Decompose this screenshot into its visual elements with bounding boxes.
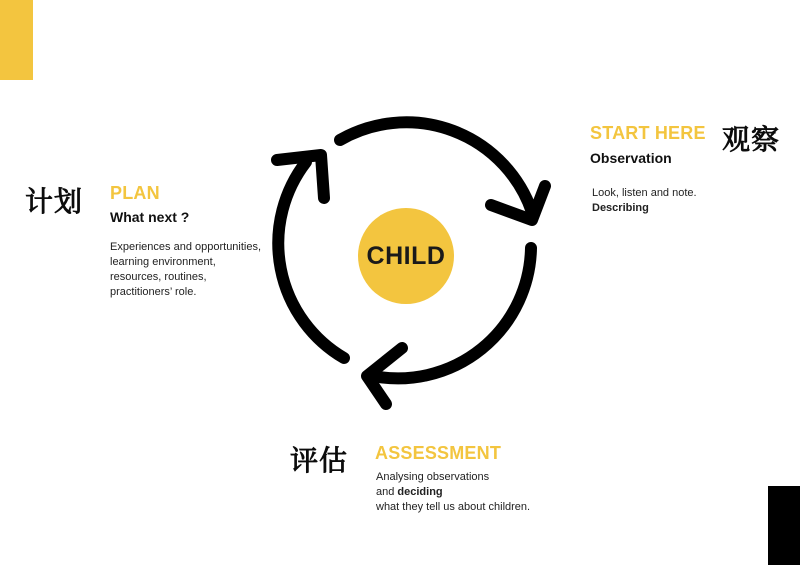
assessment-chinese-label: 评估 [290, 444, 349, 477]
cycle-arrow-left-icon [277, 155, 344, 358]
assessment-line-2-prefix: and [376, 486, 398, 498]
child-label: CHILD [366, 241, 446, 270]
plan-chinese-label: 计划 [25, 185, 84, 218]
plan-line-4: practitioners’ role. [110, 286, 197, 298]
child-center-circle [358, 208, 454, 304]
observation-chinese-label: 观察 [722, 123, 781, 156]
assessment-line-3: what they tell us about children. [376, 501, 531, 513]
plan-line-2: learning environment, [110, 256, 216, 268]
assessment-description [376, 470, 530, 515]
plan-subtitle: What next ? [110, 209, 190, 225]
assessment-line-2-bold: deciding [397, 486, 443, 498]
observation-line-2: Describing [592, 202, 649, 214]
plan-line-3: resources, routines, [110, 271, 207, 283]
observation-line-1: Look, listen and note. [592, 187, 697, 199]
plan-title: PLAN [110, 183, 160, 203]
observation-subtitle: Observation [590, 150, 672, 166]
observation-description [592, 186, 697, 216]
assessment-line-2 [376, 485, 530, 500]
assessment-title: ASSESSMENT [375, 443, 502, 463]
plan-description [110, 240, 261, 300]
plan-line-1: Experiences and opportunities, [110, 241, 262, 253]
observation-title: START HERE [590, 123, 706, 143]
assessment-line-1: Analysing observations [376, 471, 490, 483]
cycle-arrow-top-icon [340, 122, 545, 220]
